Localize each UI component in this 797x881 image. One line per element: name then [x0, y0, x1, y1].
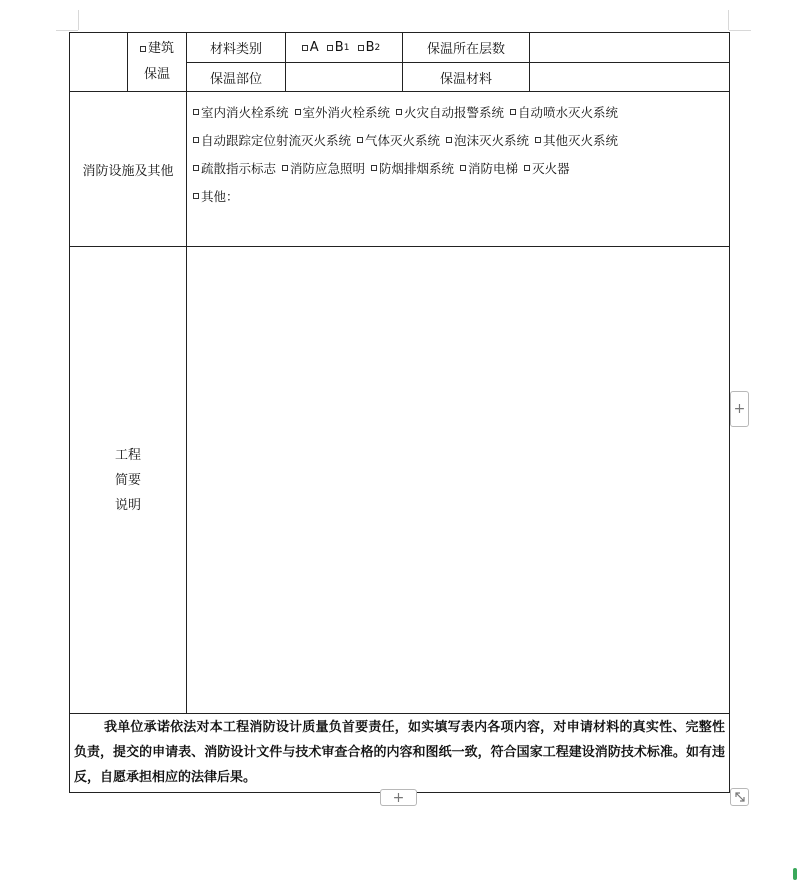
- fire-option[interactable]: 气体灭火系统: [357, 131, 440, 149]
- checkbox-icon[interactable]: [446, 137, 452, 143]
- fire-facilities-label: 消防设施及其他: [70, 92, 187, 247]
- project-description-label: [70, 247, 187, 714]
- insulation-part-label: 保温部位: [187, 63, 286, 92]
- building-insulation-label-1: 建筑: [147, 41, 174, 56]
- empty-cell[interactable]: [70, 33, 128, 92]
- table-row: [70, 92, 730, 247]
- material-grade-options: [286, 33, 403, 63]
- checkbox-icon[interactable]: [357, 137, 363, 143]
- margin-corner-mark: [729, 30, 751, 31]
- fire-options-line-3: [193, 154, 729, 182]
- fire-option[interactable]: 灭火器: [524, 159, 570, 177]
- fire-option[interactable]: 自动跟踪定位射流灭火系统: [193, 131, 351, 149]
- checkbox-icon[interactable]: [193, 165, 199, 171]
- table-resize-handle[interactable]: [730, 788, 749, 806]
- table-row: [70, 247, 730, 714]
- edge-indicator: [793, 868, 797, 880]
- project-label-line: 说明: [114, 497, 141, 513]
- insulation-floor-value-cell[interactable]: [530, 33, 730, 63]
- checkbox-building-insulation[interactable]: [140, 36, 174, 62]
- checkbox-icon[interactable]: [302, 45, 308, 51]
- fire-option[interactable]: 其他灭火系统: [535, 131, 618, 149]
- checkbox-icon[interactable]: [396, 109, 402, 115]
- fire-option[interactable]: 室外消火栓系统: [295, 103, 391, 121]
- project-description-cell[interactable]: [187, 247, 730, 714]
- checkbox-icon[interactable]: [140, 46, 146, 52]
- checkbox-icon[interactable]: [524, 165, 530, 171]
- checkbox-icon[interactable]: [295, 109, 301, 115]
- add-column-button[interactable]: [730, 391, 749, 427]
- checkbox-icon[interactable]: [193, 137, 199, 143]
- checkbox-icon[interactable]: [535, 137, 541, 143]
- insulation-floor-label: 保温所在层数: [403, 33, 530, 63]
- building-insulation-label-2: 保温: [143, 67, 170, 82]
- insulation-part-value-cell[interactable]: [286, 63, 403, 92]
- checkbox-icon[interactable]: [460, 165, 466, 171]
- checkbox-icon[interactable]: [371, 165, 377, 171]
- margin-corner-mark: [728, 10, 729, 30]
- page-top-margin: [0, 0, 797, 34]
- fire-option[interactable]: 泡沫灭火系统: [446, 131, 529, 149]
- project-label-line: 工程: [114, 447, 141, 463]
- fire-option[interactable]: 防烟排烟系统: [371, 159, 454, 177]
- fire-option[interactable]: 消防应急照明: [282, 159, 365, 177]
- option-b2[interactable]: B 2: [358, 40, 381, 55]
- margin-corner-mark: [56, 30, 78, 31]
- fire-option[interactable]: 自动喷水灭火系统: [510, 103, 618, 121]
- plus-icon: +: [733, 401, 746, 417]
- project-label-line: 简要: [114, 472, 141, 488]
- add-row-button[interactable]: [380, 789, 417, 806]
- checkbox-icon[interactable]: [510, 109, 516, 115]
- checkbox-icon[interactable]: [327, 45, 333, 51]
- fire-option[interactable]: 消防电梯: [460, 159, 518, 177]
- checkbox-icon[interactable]: [358, 45, 364, 51]
- commitment-statement: 我单位承诺依法对本工程消防设计质量负首要责任，如实填写表内各项内容，对申请材料的真实性、完整性负责，提交的申请表、消防设计文件与技术审查合格的内容和图纸一致，符合国家工程建设消防技术标准。如有违反，自愿承担相应的法律后果。: [70, 714, 730, 793]
- material-category-label: 材料类别: [187, 33, 286, 63]
- fire-design-form-table: [69, 32, 730, 793]
- table-row: [70, 33, 730, 63]
- insulation-material-value-cell[interactable]: [530, 63, 730, 92]
- checkbox-icon[interactable]: [193, 193, 199, 199]
- fire-options-line-4: [193, 182, 729, 210]
- checkbox-icon[interactable]: [282, 165, 288, 171]
- fire-options-line-1: [193, 98, 729, 126]
- fire-facilities-options: [187, 92, 730, 247]
- fire-option[interactable]: 火灾自动报警系统: [396, 103, 504, 121]
- plus-icon: +: [392, 789, 405, 806]
- resize-diagonal-icon: [734, 791, 746, 803]
- insulation-material-label: 保温材料: [403, 63, 530, 92]
- option-b1[interactable]: B 1: [327, 40, 350, 55]
- fire-option[interactable]: 疏散指示标志: [193, 159, 276, 177]
- checkbox-icon[interactable]: [193, 109, 199, 115]
- option-a[interactable]: A: [302, 40, 319, 55]
- fire-options-line-2: [193, 126, 729, 154]
- margin-corner-mark: [78, 10, 79, 30]
- table-row: [70, 714, 730, 793]
- fire-option[interactable]: 室内消火栓系统: [193, 103, 289, 121]
- fire-option-other[interactable]: 其他：: [193, 187, 239, 205]
- building-insulation-cell: [128, 33, 187, 92]
